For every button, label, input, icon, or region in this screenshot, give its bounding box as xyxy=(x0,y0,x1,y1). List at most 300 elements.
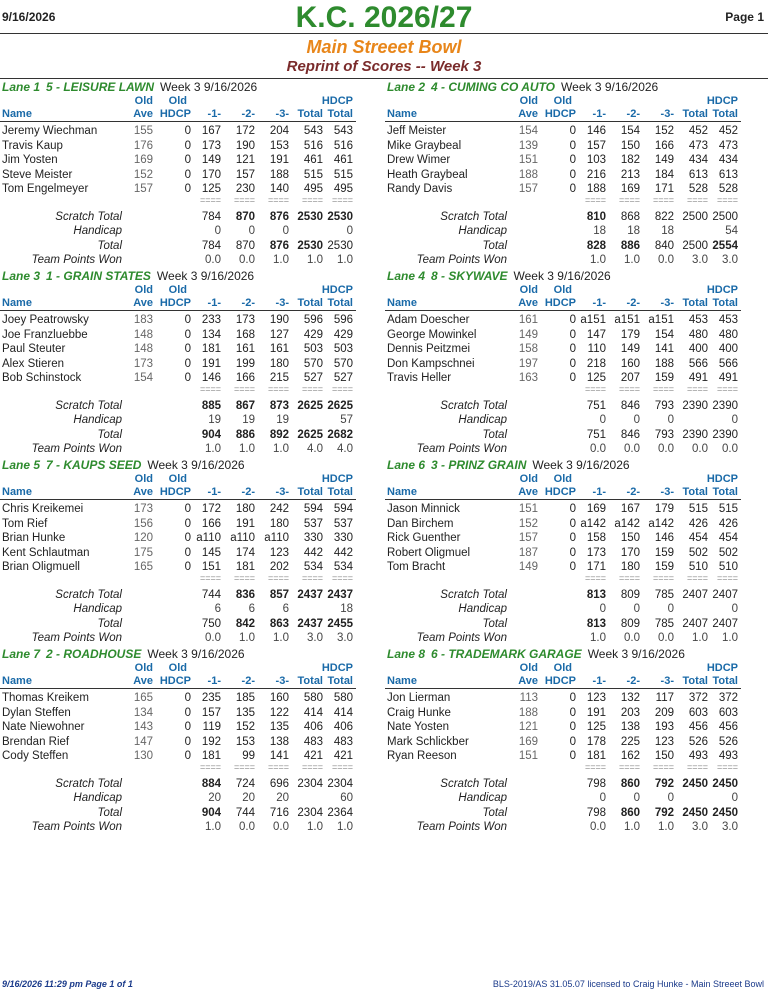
summary-label: Scratch Total xyxy=(55,211,122,223)
game1-score: 188 xyxy=(586,183,606,195)
game2-score: 173 xyxy=(235,314,255,326)
hdcp-series-total: 495 xyxy=(333,183,353,195)
scratch-total-row xyxy=(0,777,383,791)
separator: ==== xyxy=(618,195,640,205)
game2-score: 154 xyxy=(620,125,640,137)
game1-score: 125 xyxy=(201,183,221,195)
summary-label: Team Points Won xyxy=(31,253,122,266)
game3-score: 160 xyxy=(269,692,289,704)
player-name: Tom Engelmeyer xyxy=(2,183,89,195)
summary-value: 2390 xyxy=(712,428,738,441)
player-row xyxy=(385,502,768,516)
series-total: 330 xyxy=(303,532,323,544)
game1-header: -1- xyxy=(207,675,221,687)
old-hdcp-header: Old xyxy=(168,284,187,296)
player-ave: 173 xyxy=(133,503,153,515)
game3-score: 138 xyxy=(269,735,289,748)
team-points-row xyxy=(0,253,383,267)
summary-value: 1.0 xyxy=(337,820,353,833)
hdcp-header: HDCP xyxy=(544,297,576,309)
summary-value: 2500 xyxy=(682,239,708,252)
player-row xyxy=(0,691,383,705)
summary-value: 2530 xyxy=(297,239,323,252)
lane-block xyxy=(385,458,768,646)
team-points-row xyxy=(385,442,768,456)
game2-score: 230 xyxy=(235,183,255,195)
player-ave: 165 xyxy=(133,692,153,704)
game1-score: 169 xyxy=(586,503,606,515)
name-header: Name xyxy=(2,486,32,498)
summary-value: 0.0 xyxy=(239,820,255,833)
series-total: 434 xyxy=(688,154,708,166)
player-row xyxy=(0,749,383,763)
scratch-total-row xyxy=(385,777,768,791)
team-name: 2 - ROADHOUSE xyxy=(46,647,142,661)
ave-header: Ave xyxy=(518,297,538,309)
player-row xyxy=(0,546,383,560)
player-name: Drew Wimer xyxy=(387,154,451,166)
lane-block xyxy=(0,80,383,268)
player-hdcp: 0 xyxy=(184,706,191,719)
series-total: 537 xyxy=(303,517,323,530)
player-hdcp: 0 xyxy=(184,372,191,384)
summary-value: 1.0 xyxy=(624,820,640,833)
hdcp-series-total: 570 xyxy=(333,357,353,370)
summary-label: Scratch Total xyxy=(55,778,122,790)
series-total: 527 xyxy=(303,372,323,384)
game1-score: 167 xyxy=(201,125,221,137)
old-ave-header: Old xyxy=(134,473,153,485)
team-total-row xyxy=(0,239,383,253)
handicap-row xyxy=(385,224,768,238)
hdcp-series-total: 456 xyxy=(718,721,738,733)
hdcp-series-total: 434 xyxy=(718,154,738,166)
hdcp-series-total: 515 xyxy=(718,503,738,515)
summary-value: 724 xyxy=(235,778,255,790)
separator: ==== xyxy=(584,762,606,772)
summary-value: 0.0 xyxy=(692,442,708,455)
player-hdcp: 0 xyxy=(184,750,191,762)
summary-value: 0.0 xyxy=(658,253,674,266)
game1-score: 192 xyxy=(201,735,221,748)
hdcp-series-total: 372 xyxy=(718,692,738,704)
summary-value: 1.0 xyxy=(273,253,289,266)
player-hdcp: 0 xyxy=(184,721,191,733)
old-hdcp-header: Old xyxy=(168,95,187,107)
separator-row xyxy=(0,195,383,209)
game1-score: 119 xyxy=(202,721,221,733)
summary-value: 0.0 xyxy=(590,442,606,455)
game2-score: 203 xyxy=(620,706,640,719)
summary-value: 836 xyxy=(235,589,255,601)
player-name: Rick Guenther xyxy=(387,532,461,544)
series-total: 603 xyxy=(688,706,708,719)
scratch-total-row xyxy=(0,399,383,413)
scratch-total-row xyxy=(385,588,768,602)
summary-value: 793 xyxy=(654,400,674,412)
game1-score: 110 xyxy=(587,343,606,355)
total-header: Total xyxy=(297,675,323,687)
summary-value: 1.0 xyxy=(624,253,640,266)
game1-score: 157 xyxy=(586,139,606,152)
summary-label: Scratch Total xyxy=(440,400,507,412)
game1-score: 134 xyxy=(201,328,221,341)
team-points-row xyxy=(385,820,768,834)
name-header: Name xyxy=(387,108,417,120)
player-name: Travis Kaup xyxy=(2,139,63,152)
summary-value: 784 xyxy=(201,239,221,252)
separator: ==== xyxy=(331,195,353,205)
summary-value: 2407 xyxy=(682,589,708,601)
column-header xyxy=(385,108,741,122)
lane-number: Lane 6 xyxy=(387,458,426,472)
week-date: Week 3 9/16/2026 xyxy=(147,647,245,661)
series-total: 502 xyxy=(688,546,708,559)
summary-label: Scratch Total xyxy=(440,778,507,790)
player-name: Cody Steffen xyxy=(2,750,69,762)
summary-value: 885 xyxy=(201,400,221,412)
summary-value: 1.0 xyxy=(307,820,323,833)
hdcp-header: HDCP xyxy=(544,675,576,687)
player-ave: 151 xyxy=(518,750,538,762)
scratch-total-row xyxy=(385,399,768,413)
game1-score: 170 xyxy=(201,168,221,181)
summary-label: Team Points Won xyxy=(31,442,122,455)
game2-score: 170 xyxy=(620,546,640,559)
hdcp-total-header: Total xyxy=(327,108,353,120)
separator: ==== xyxy=(331,573,353,583)
player-hdcp: 0 xyxy=(569,372,576,384)
separator: ==== xyxy=(267,573,289,583)
summary-value: 0 xyxy=(731,414,738,427)
name-header: Name xyxy=(387,297,417,309)
player-name: Jeremy Wiechman xyxy=(2,125,98,137)
series-total: 566 xyxy=(688,357,708,370)
game1-score: 181 xyxy=(586,750,606,762)
separator: ==== xyxy=(301,384,323,394)
game2-score: a110 xyxy=(230,532,255,544)
player-ave: 139 xyxy=(518,139,538,152)
hdcp-series-total: 613 xyxy=(718,168,738,181)
series-total: 516 xyxy=(303,139,323,152)
summary-value: 0.0 xyxy=(722,442,738,455)
hdcp-total-header-top: HDCP xyxy=(706,284,738,296)
game3-score: 122 xyxy=(269,706,289,719)
game2-score: 174 xyxy=(235,546,255,559)
hdcp-header: HDCP xyxy=(544,108,576,120)
hdcp-series-total: 453 xyxy=(718,314,738,326)
game3-score: 171 xyxy=(654,183,674,195)
game2-header: -2- xyxy=(241,297,255,309)
player-name: Nate Niewohner xyxy=(2,721,85,733)
old-ave-header: Old xyxy=(519,662,538,674)
player-ave: 149 xyxy=(518,561,538,573)
game3-score: 202 xyxy=(269,561,289,573)
hdcp-series-total: 566 xyxy=(718,357,738,370)
summary-value: 2364 xyxy=(327,806,353,819)
game1-header: -1- xyxy=(592,108,606,120)
series-total: 515 xyxy=(303,168,323,181)
summary-value: 2625 xyxy=(297,428,323,441)
summary-value: 2437 xyxy=(327,589,353,601)
game2-score: 160 xyxy=(620,357,640,370)
game3-header: -3- xyxy=(660,108,674,120)
separator: ==== xyxy=(652,195,674,205)
separator: ==== xyxy=(686,195,708,205)
player-row xyxy=(0,124,383,138)
summary-value: 2390 xyxy=(712,400,738,412)
summary-value: 2407 xyxy=(712,617,738,630)
summary-value: 3.0 xyxy=(722,820,738,833)
hdcp-series-total: 421 xyxy=(333,750,353,762)
team-total-row xyxy=(0,617,383,631)
player-row xyxy=(385,546,768,560)
summary-label: Total xyxy=(482,428,507,441)
ave-header: Ave xyxy=(133,108,153,120)
total-header: Total xyxy=(682,297,708,309)
summary-value: 863 xyxy=(269,617,289,630)
game1-score: 157 xyxy=(201,706,221,719)
series-total: 503 xyxy=(303,343,323,355)
summary-value: 886 xyxy=(235,428,255,441)
game1-header: -1- xyxy=(592,297,606,309)
player-ave: 148 xyxy=(133,328,153,341)
player-row xyxy=(0,720,383,734)
game3-score: 188 xyxy=(654,357,674,370)
player-ave: 148 xyxy=(133,343,153,355)
hdcp-series-total: 480 xyxy=(718,328,738,341)
player-row xyxy=(385,720,768,734)
summary-value: 857 xyxy=(269,589,289,601)
game3-score: a142 xyxy=(648,517,674,530)
summary-value: 2625 xyxy=(297,400,323,412)
summary-value: 751 xyxy=(586,428,606,441)
summary-value: 19 xyxy=(242,414,255,427)
game3-score: 215 xyxy=(269,372,289,384)
game1-score: 146 xyxy=(586,125,606,137)
player-row xyxy=(385,735,768,749)
player-row xyxy=(0,706,383,720)
summary-value: 0.0 xyxy=(658,631,674,644)
game1-score: 218 xyxy=(586,357,606,370)
player-ave: 149 xyxy=(518,328,538,341)
summary-value: 860 xyxy=(620,806,640,819)
summary-value: 886 xyxy=(620,239,640,252)
column-header-top xyxy=(385,662,768,675)
team-total-row xyxy=(0,806,383,820)
game2-score: 180 xyxy=(235,503,255,515)
series-total: 543 xyxy=(303,125,323,137)
hdcp-total-header: Total xyxy=(327,297,353,309)
player-ave: 175 xyxy=(133,546,153,559)
player-row xyxy=(385,371,768,385)
player-hdcp: 0 xyxy=(569,735,576,748)
game1-score: 125 xyxy=(586,721,606,733)
scratch-total-row xyxy=(0,210,383,224)
summary-value: 784 xyxy=(201,211,221,223)
lane-number: Lane 4 xyxy=(387,269,426,283)
old-hdcp-header: Old xyxy=(553,284,572,296)
old-hdcp-header: Old xyxy=(553,662,572,674)
player-hdcp: 0 xyxy=(569,314,576,326)
page-number: Page 1 xyxy=(725,10,764,24)
hdcp-series-total: 414 xyxy=(333,706,353,719)
player-name: Dan Birchem xyxy=(387,517,454,530)
lane-block xyxy=(0,458,383,646)
team-points-row xyxy=(385,253,768,267)
game3-score: 188 xyxy=(269,168,289,181)
separator: ==== xyxy=(716,573,738,583)
player-ave: 187 xyxy=(518,546,538,559)
game3-score: 190 xyxy=(269,314,289,326)
game3-score: 180 xyxy=(269,357,289,370)
player-row xyxy=(0,313,383,327)
game1-score: 146 xyxy=(201,372,221,384)
hdcp-series-total: 400 xyxy=(718,343,738,355)
separator: ==== xyxy=(267,195,289,205)
ave-header: Ave xyxy=(518,675,538,687)
game3-score: 191 xyxy=(269,154,289,166)
game3-score: 154 xyxy=(654,328,674,341)
summary-value: 2450 xyxy=(682,778,708,790)
game2-header: -2- xyxy=(241,675,255,687)
hdcp-total-header-top: HDCP xyxy=(706,95,738,107)
lane-heading xyxy=(387,80,658,94)
old-ave-header: Old xyxy=(134,284,153,296)
bowling-center-name: Main Streeet Bowl xyxy=(306,37,462,57)
separator: ==== xyxy=(652,384,674,394)
separator: ==== xyxy=(716,384,738,394)
summary-value: 19 xyxy=(276,414,289,427)
column-header-top xyxy=(0,662,383,675)
hdcp-series-total: 429 xyxy=(333,328,353,341)
series-total: 480 xyxy=(688,328,708,341)
summary-value: 20 xyxy=(276,792,289,805)
week-date: Week 3 9/16/2026 xyxy=(513,269,611,283)
summary-value: 846 xyxy=(620,428,640,441)
player-hdcp: 0 xyxy=(184,183,191,195)
summary-value: 18 xyxy=(340,603,353,616)
game1-score: 191 xyxy=(201,357,221,370)
summary-label: Handicap xyxy=(458,414,507,427)
game1-header: -1- xyxy=(592,486,606,498)
game3-score: 149 xyxy=(654,154,674,166)
summary-label: Total xyxy=(97,617,122,630)
hdcp-total-header: Total xyxy=(712,297,738,309)
summary-label: Team Points Won xyxy=(31,631,122,644)
game3-header: -3- xyxy=(275,675,289,687)
hdcp-series-total: 406 xyxy=(333,721,353,733)
handicap-row xyxy=(0,224,383,238)
column-header xyxy=(0,675,356,689)
hdcp-series-total: 442 xyxy=(333,546,353,559)
series-total: 406 xyxy=(303,721,323,733)
game3-score: 153 xyxy=(269,139,289,152)
game3-score: 117 xyxy=(655,692,674,704)
game1-score: 166 xyxy=(201,517,221,530)
player-ave: 163 xyxy=(518,372,538,384)
game3-score: 135 xyxy=(269,721,289,733)
player-ave: 121 xyxy=(518,721,538,733)
player-row xyxy=(385,313,768,327)
player-ave: 155 xyxy=(133,125,153,137)
summary-value: 3.0 xyxy=(307,631,323,644)
summary-value: 870 xyxy=(235,211,255,223)
player-row xyxy=(0,182,383,196)
handicap-row xyxy=(385,413,768,427)
player-name: Joey Peatrowsky xyxy=(2,314,89,326)
lane-block xyxy=(385,80,768,268)
series-total: 426 xyxy=(688,517,708,530)
game3-score: 127 xyxy=(269,328,289,341)
player-row xyxy=(385,691,768,705)
player-row xyxy=(385,153,768,167)
team-points-row xyxy=(385,631,768,645)
game1-score: 181 xyxy=(201,343,221,355)
player-row xyxy=(0,153,383,167)
summary-value: 0 xyxy=(599,603,606,616)
player-hdcp: 0 xyxy=(569,328,576,341)
summary-label: Handicap xyxy=(458,792,507,805)
summary-value: 884 xyxy=(201,778,221,790)
summary-value: 20 xyxy=(242,792,255,805)
game3-score: 184 xyxy=(654,168,674,181)
series-total: 495 xyxy=(303,183,323,195)
game1-score: 149 xyxy=(201,154,221,166)
column-header-top xyxy=(0,473,383,486)
game2-score: 190 xyxy=(235,139,255,152)
hdcp-series-total: 528 xyxy=(718,183,738,195)
series-total: 570 xyxy=(303,357,323,370)
game2-score: 167 xyxy=(620,503,640,515)
summary-value: 810 xyxy=(586,211,606,223)
summary-value: 1.0 xyxy=(239,631,255,644)
game1-score: a142 xyxy=(580,517,606,530)
summary-value: 0 xyxy=(731,603,738,616)
player-ave: 188 xyxy=(518,168,538,181)
summary-value: 904 xyxy=(201,428,221,441)
handicap-row xyxy=(0,602,383,616)
ave-header: Ave xyxy=(518,108,538,120)
player-name: Thomas Kreikem xyxy=(2,692,89,704)
summary-label: Handicap xyxy=(73,225,122,238)
game3-score: 141 xyxy=(654,343,674,355)
player-ave: 169 xyxy=(133,154,153,166)
player-row xyxy=(0,371,383,385)
summary-value: 0.0 xyxy=(590,820,606,833)
summary-value: 2455 xyxy=(327,617,353,630)
separator: ==== xyxy=(331,762,353,772)
game2-score: 181 xyxy=(235,561,255,573)
separator: ==== xyxy=(618,384,640,394)
series-total: 596 xyxy=(303,314,323,326)
series-total: 421 xyxy=(303,750,323,762)
player-ave: 169 xyxy=(518,735,538,748)
game2-score: 213 xyxy=(620,168,640,181)
summary-value: 1.0 xyxy=(205,442,221,455)
summary-label: Team Points Won xyxy=(416,253,507,266)
lane-block xyxy=(385,647,768,835)
summary-label: Team Points Won xyxy=(416,820,507,833)
game2-header: -2- xyxy=(241,108,255,120)
hdcp-series-total: 526 xyxy=(718,735,738,748)
player-name: Kent Schlautman xyxy=(2,546,90,559)
game1-score: a110 xyxy=(196,532,221,544)
separator-row xyxy=(0,573,383,587)
summary-label: Team Points Won xyxy=(31,820,122,833)
summary-value: 798 xyxy=(586,778,606,790)
series-total: 493 xyxy=(688,750,708,762)
